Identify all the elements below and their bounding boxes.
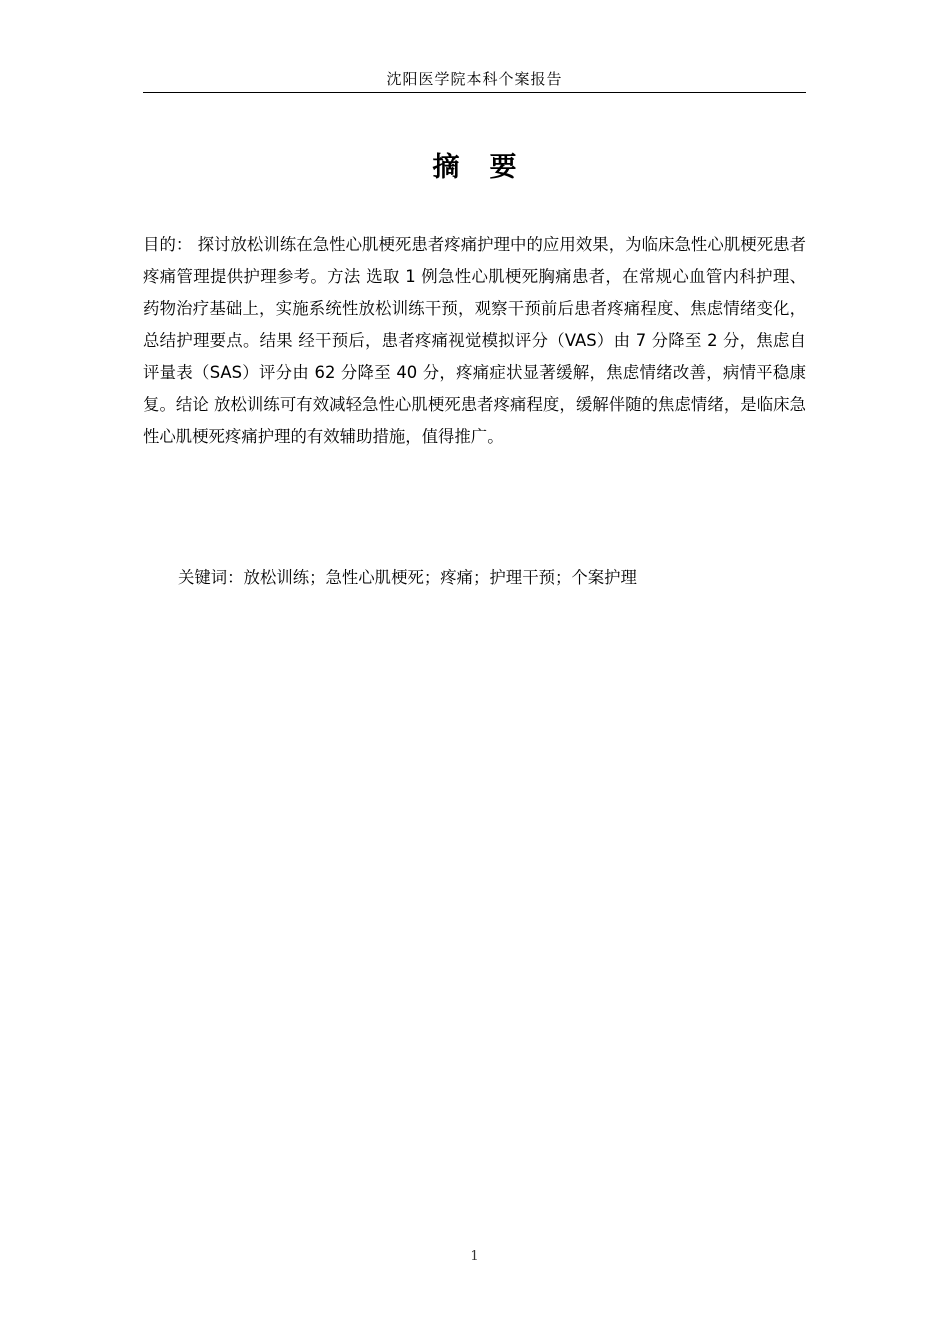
abstract-title [143,148,806,188]
keywords-line: 关键词：放松训练；急性心肌梗死；疼痛；护理干预；个案护理 [178,568,637,587]
page-number: 1 [470,1249,479,1264]
page-header [143,66,806,93]
abstract-title-part2: 要 [489,152,517,183]
abstract-body: 目的： 探讨放松训练在急性心肌梗死患者疼痛护理中的应用效果，为临床急性心肌梗死患者疼痛管理提供护理参考。方法 选取 1 例急性心肌梗死胸痛患者，在常规心血管内科护理、药物治疗基础上，实施系统性放松训练干预，观察干预前后患者疼痛程度、焦虑情绪变化，总结护理要点。结果 经干预后，患者疼痛视觉模拟评分（VAS）由 7 分降至 2 分，焦虑自评量表（SAS）评分由 62 分降至 40 分，疼痛症状显著缓解，焦虑情绪改善，病情平稳康复。结论 放松训练可有效减轻急性心肌梗死患者疼痛程度，缓解伴随的焦虑情绪，是临床急性心肌梗死疼痛护理的有效辅助措施，值得推广。 [143,235,806,446]
header-text: 沈阳医学院本科个案报告 [386,70,563,88]
abstract-title-part1: 摘 [432,152,460,183]
